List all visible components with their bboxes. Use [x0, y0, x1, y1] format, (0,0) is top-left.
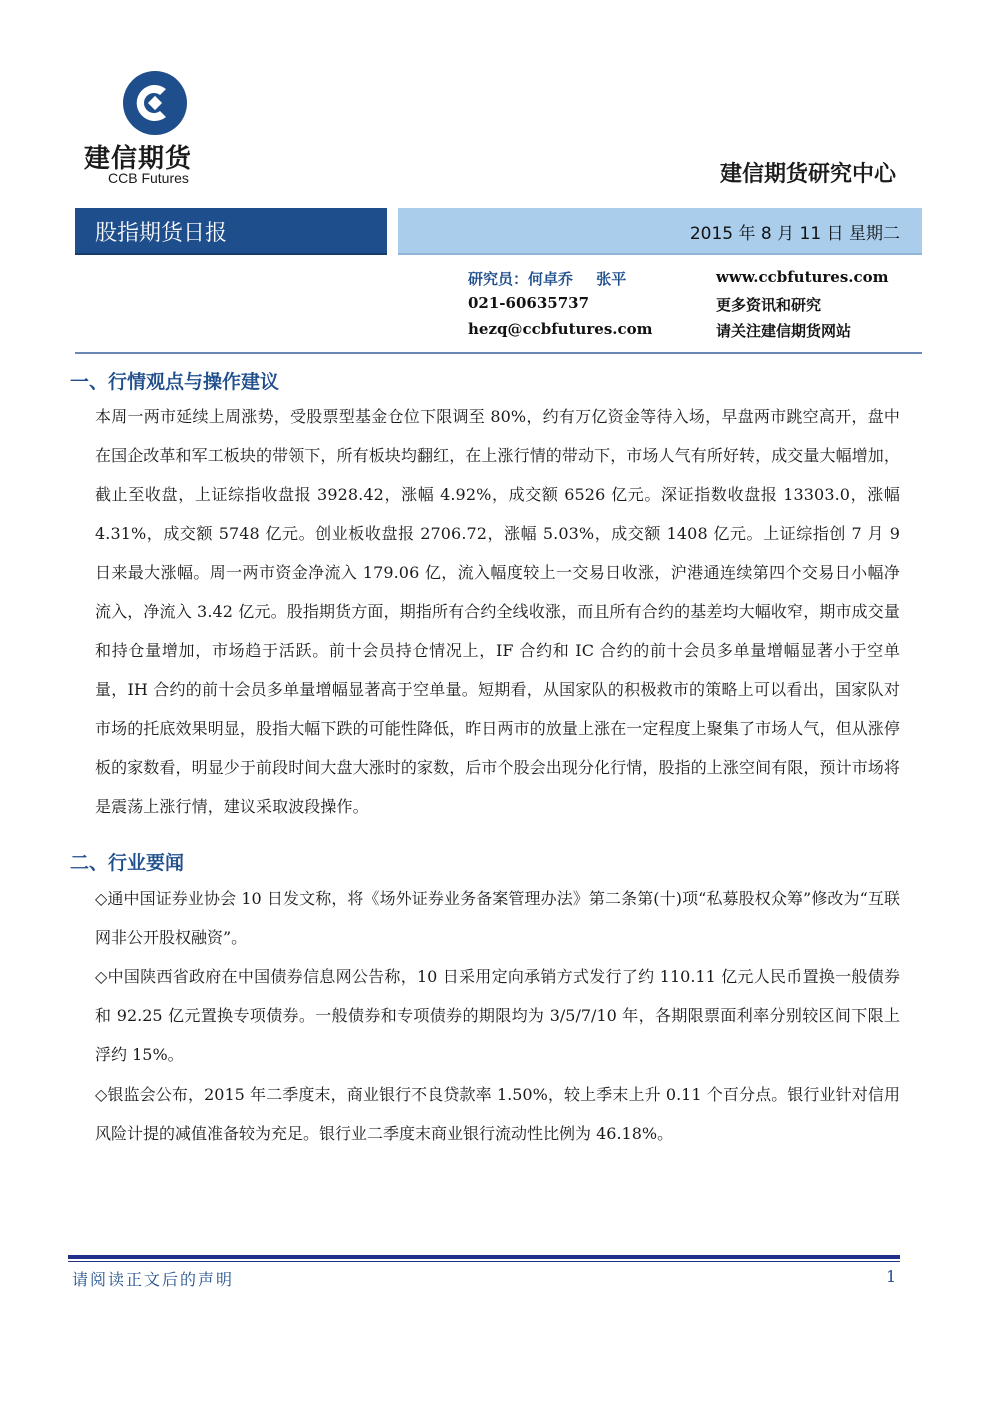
page-number: 1	[886, 1267, 897, 1286]
news-item: ◇中国陕西省政府在中国债券信息网公告称，10 日采用定向承销方式发行了约 110.11 亿元人民币置换一般债券和 92.25 亿元置换专项债券。一般债券和专项债券的期限均为 3/5/7/10 年，各期限票面利率分别较区间下限上浮约 15%。	[95, 967, 900, 1064]
follow-website-text: 请关注建信期货网站	[716, 322, 852, 340]
analyst-primary: 研究员：何卓乔	[468, 270, 574, 288]
header-divider	[75, 352, 922, 354]
report-date-bar	[398, 208, 922, 255]
logo-chinese-name: 建信期货	[84, 144, 193, 174]
news-item: ◇通中国证券业协会 10 日发文称，将《场外证券业务备案管理办法》第二条第(十)项“私募股权众筹”修改为“互联网非公开股权融资”。	[95, 889, 900, 947]
contact-email[interactable]: hezq@ccbfutures.com	[468, 320, 653, 338]
section-heading-industry-news: 二、行业要闻	[70, 852, 185, 874]
disclaimer-note: 请阅读正文后的声明	[72, 1270, 235, 1289]
ccb-futures-logo	[84, 70, 224, 188]
section-heading-market-view: 一、行情观点与操作建议	[70, 371, 280, 393]
report-title-bar	[75, 208, 387, 255]
news-item: ◇银监会公布，2015 年二季度末，商业银行不良贷款率 1.50%，较上季末上升 0.11 个百分点。银行业针对信用风险计提的减值准备较为充足。银行业二季度末商业银行流动性比例为 46.18%。	[95, 1085, 900, 1143]
market-view-paragraph: 本周一两市延续上周涨势，受股票型基金仓位下限调至 80%，约有万亿资金等待入场，早盘两市跳空高开，盘中在国企改革和军工板块的带领下，所有板块均翻红，在上涨行情的带动下，市场人气有所好转，成交量大幅增加，截止至收盘，上证综指收盘报 3928.42，涨幅 4.92%，成交额 6526 亿元。深证指数收盘报 13303.0，涨幅 4.31%，成交额 5748 亿元。创业板收盘报 2706.72，涨幅 5.03%，成交额 1408 亿元。上证综指创 7 月 9 日来最大涨幅。周一两市资金净流入 179.06 亿，流入幅度较上一交易日收涨，沪港通连续第四个交易日小幅净流入，净流入 3.42 亿元。股指期货方面，期指所有合约全线收涨，而且所有合约的基差均大幅收窄，期市成交量和持仓量增加，市场趋于活跃。前十会员持仓情况上，IF 合约和 IC 合约的前十会员多单量增幅显著小于空单量，IH 合约的前十会员多单量增幅显著高于空单量。短期看，从国家队的积极救市的策略上可以看出，国家队对市场的托底效果明显，股指大幅下跌的可能性降低，昨日两市的放量上涨在一定程度上聚集了市场人气，但从涨停板的家数看，明显少于前段时间大盘大涨时的家数，后市个股会出现分化行情，股指的上涨空间有限，预计市场将是震荡上涨行情，建议采取波段操作。	[95, 407, 901, 816]
more-info-text: 更多资讯和研究	[716, 296, 822, 314]
footer-divider-thick	[68, 1255, 900, 1259]
research-center-name: 建信期货研究中心	[719, 162, 896, 187]
ccb-logo-icon	[122, 70, 188, 136]
website-link[interactable]: www.ccbfutures.com	[716, 268, 889, 286]
report-date: 2015 年 8 月 11 日 星期二	[689, 224, 900, 244]
analyst-secondary: 张平	[596, 270, 627, 288]
analyst-names	[468, 268, 644, 289]
contact-phone: 021-60635737	[468, 294, 590, 312]
logo-english-name: CCB Futures	[108, 170, 189, 186]
report-title: 股指期货日报	[95, 221, 228, 246]
footer-divider-thin	[68, 1261, 900, 1262]
